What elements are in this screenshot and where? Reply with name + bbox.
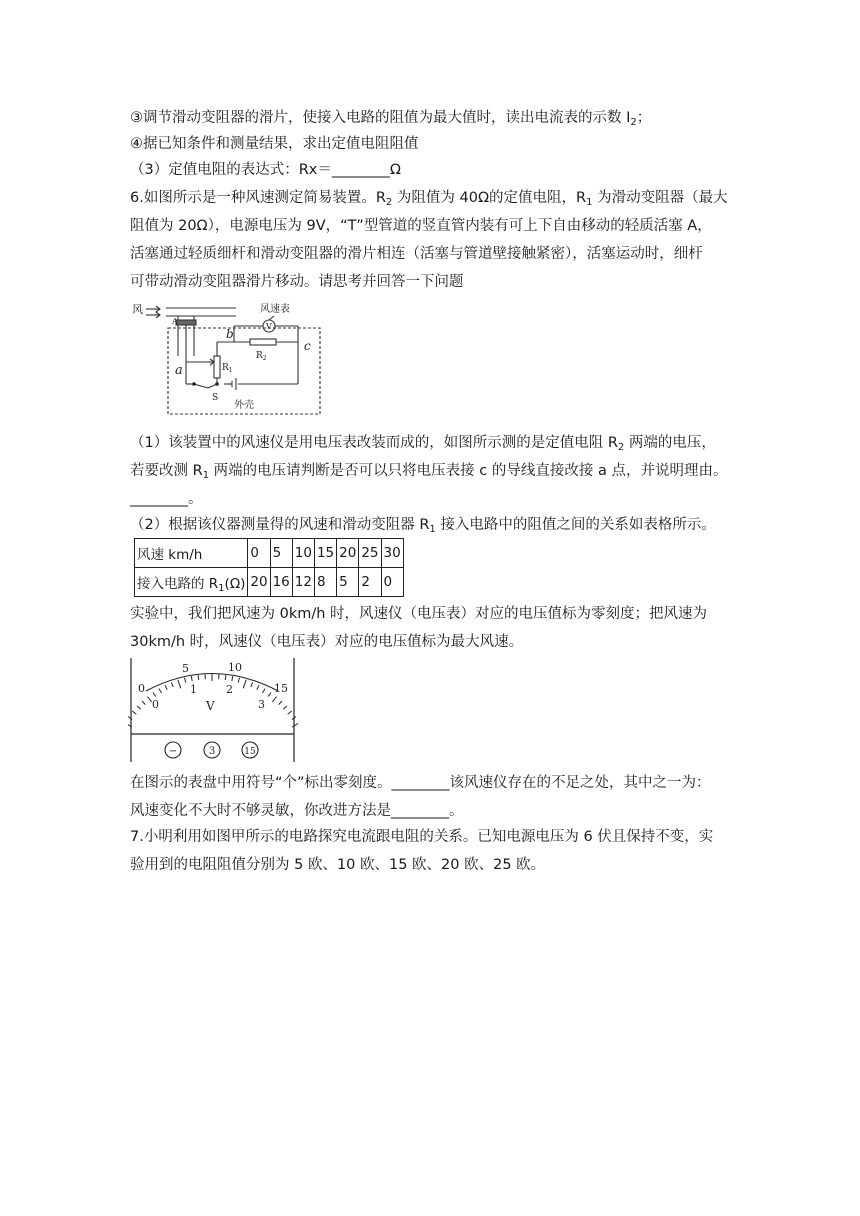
q1-answer-blank: ________。	[130, 491, 203, 507]
dial-tick	[243, 680, 246, 689]
dial-tick	[153, 692, 156, 696]
answer-blank: ________	[331, 162, 390, 178]
step-4-text: ④据已知条件和测量结果，求出定值电阻阻值	[130, 136, 419, 152]
wind-label: 风	[132, 303, 143, 316]
wind-resistance-table	[134, 538, 404, 597]
node-b: b	[226, 327, 234, 341]
dial-bottom-label: 3	[258, 698, 265, 711]
dial-bottom-label: 1	[190, 683, 197, 696]
dial-tick	[283, 706, 287, 709]
dial-tick	[257, 685, 259, 690]
table-cell: 2	[359, 568, 381, 597]
tail-line-2: 风速变化不大时不够灵敏，你改进方法是________。	[130, 803, 464, 819]
table-cell: 12	[292, 568, 314, 597]
dial-tick	[238, 678, 239, 683]
table-header-cell: 风速 km/h	[135, 539, 248, 568]
problem-7-line-2: 验用到的电阻阻值分别为 5 欧、10 欧、15 欧、20 欧、25 欧。	[130, 857, 546, 873]
wind-speed-circuit-diagram	[128, 298, 328, 420]
node-c: c	[304, 339, 311, 353]
dial-tick	[251, 682, 253, 687]
table-row	[135, 539, 404, 568]
table-cell: 10	[292, 539, 314, 568]
q2-after-line-2: 30km/h 时，风速仪（电压表）对应的电压值标为最大风速。	[130, 634, 524, 650]
table-cell: 5	[337, 568, 359, 597]
problem-6-line-2: 阻值为 20Ω），电源电压为 9V，“T”型管道的竖直管内装有可上下自由移动的轻质活塞 A，	[130, 218, 712, 234]
q1-line-1: （1）该装置中的风速仪是用电压表改装而成的，如图所示测的是定值电阻 $R_2$ 两端的电压，	[130, 435, 716, 453]
dial-tick	[225, 675, 226, 680]
dial-unit: V	[206, 699, 215, 713]
switch-label: S	[212, 393, 219, 403]
tail-line-1: 在图示的表盘中用符号“个”标出零刻度。________该风速仪存在的不足之处，其中之一为：	[130, 775, 711, 791]
dial-tick	[185, 678, 186, 683]
terminal-negative: −	[168, 746, 178, 757]
dial-tick	[165, 685, 167, 690]
q2-intro: （2）根据该仪器测量得的风速和滑动变阻器 $R_1$ 接入电路中的阻值之间的关系如表格所示。	[130, 517, 716, 535]
terminal-15: 15	[244, 747, 256, 757]
dial-tick	[232, 676, 233, 681]
dial-tick	[263, 689, 266, 693]
q3-expression: （3）定值电阻的表达式：Rx＝________Ω	[130, 162, 401, 178]
table-cell: 15	[314, 539, 336, 568]
dial-tick	[159, 689, 162, 693]
problem-6-line-4: 可带动滑动变阻器滑片移动。请思考并回答一下问题	[130, 274, 464, 290]
dial-tick	[272, 697, 276, 703]
shell-label: 外壳	[234, 400, 254, 411]
piston-label: A	[172, 317, 178, 326]
dial-top-label: 10	[228, 661, 242, 674]
voltmeter-symbol: V	[266, 322, 272, 331]
table-header-cell: 接入电路的 $R_1(\Omega)$	[135, 568, 248, 597]
dial-tick	[171, 682, 173, 687]
dial-top-label: 0	[138, 682, 145, 695]
dial-tick	[268, 692, 271, 696]
dial-tick	[137, 706, 141, 709]
table-row	[135, 568, 404, 597]
problem-6-line-3: 活塞通过轻质细杆和滑动变阻器的滑片相连（活塞与管道壁接触紧密），活塞运动时，细杆	[130, 246, 703, 262]
q1-line-2: 若要改测 $R_1$ 两端的电压请判断是否可以只将电压表接 c 的导线直接改接 a 点，并说明理由。	[130, 463, 728, 481]
q2-after-line-1: 实验中，我们把风速为 0km/h 时，风速仪（电压表）对应的电压值标为零刻度；把风速为	[130, 606, 708, 622]
meter-label: 风速表	[260, 304, 290, 315]
table-cell: 8	[314, 568, 336, 597]
voltmeter-dial	[128, 658, 298, 762]
dial-tick	[132, 711, 136, 714]
dial-tick	[178, 680, 181, 689]
step-3-text: ③调节滑动变阻器的滑片，使接入电路的阻值为最大值时，读出电流表的示数 $I_2$；	[130, 110, 652, 128]
dial-top-label: 5	[182, 662, 189, 675]
dial-bottom-label: 2	[226, 683, 233, 696]
problem-6-line-1: 6.如图所示是一种风速测定简易装置。$R_2$ 为阻值为 40Ω的定值电阻，$R_1$ 为滑动变阻器（最大	[130, 190, 728, 208]
table-cell: 20	[248, 568, 270, 597]
problem-7-line-1: 7.小明利用如图甲所示的电路探究电流跟电阻的关系。已知电源电压为 6 伏且保持不变，实	[130, 829, 714, 845]
r2-label: $R_2$	[256, 351, 267, 362]
table-cell: 20	[337, 539, 359, 568]
dial-tick	[288, 711, 292, 714]
dial-tick	[142, 701, 145, 705]
dial-tick	[279, 701, 282, 705]
table-cell: 5	[270, 539, 292, 568]
table-cell: 0	[248, 539, 270, 568]
dial-tick	[198, 675, 199, 680]
dial-bottom-label: 0	[152, 698, 159, 711]
table-cell: 0	[381, 568, 403, 597]
table-cell: 16	[270, 568, 292, 597]
dial-tick	[191, 676, 192, 681]
table-cell: 30	[381, 539, 403, 568]
dial-top-label: 15	[274, 682, 288, 695]
terminal-3: 3	[208, 746, 216, 757]
node-a: a	[175, 363, 183, 378]
r1-label: $R_1$	[222, 363, 233, 374]
dial-tick	[292, 722, 298, 727]
table-cell: 25	[359, 539, 381, 568]
